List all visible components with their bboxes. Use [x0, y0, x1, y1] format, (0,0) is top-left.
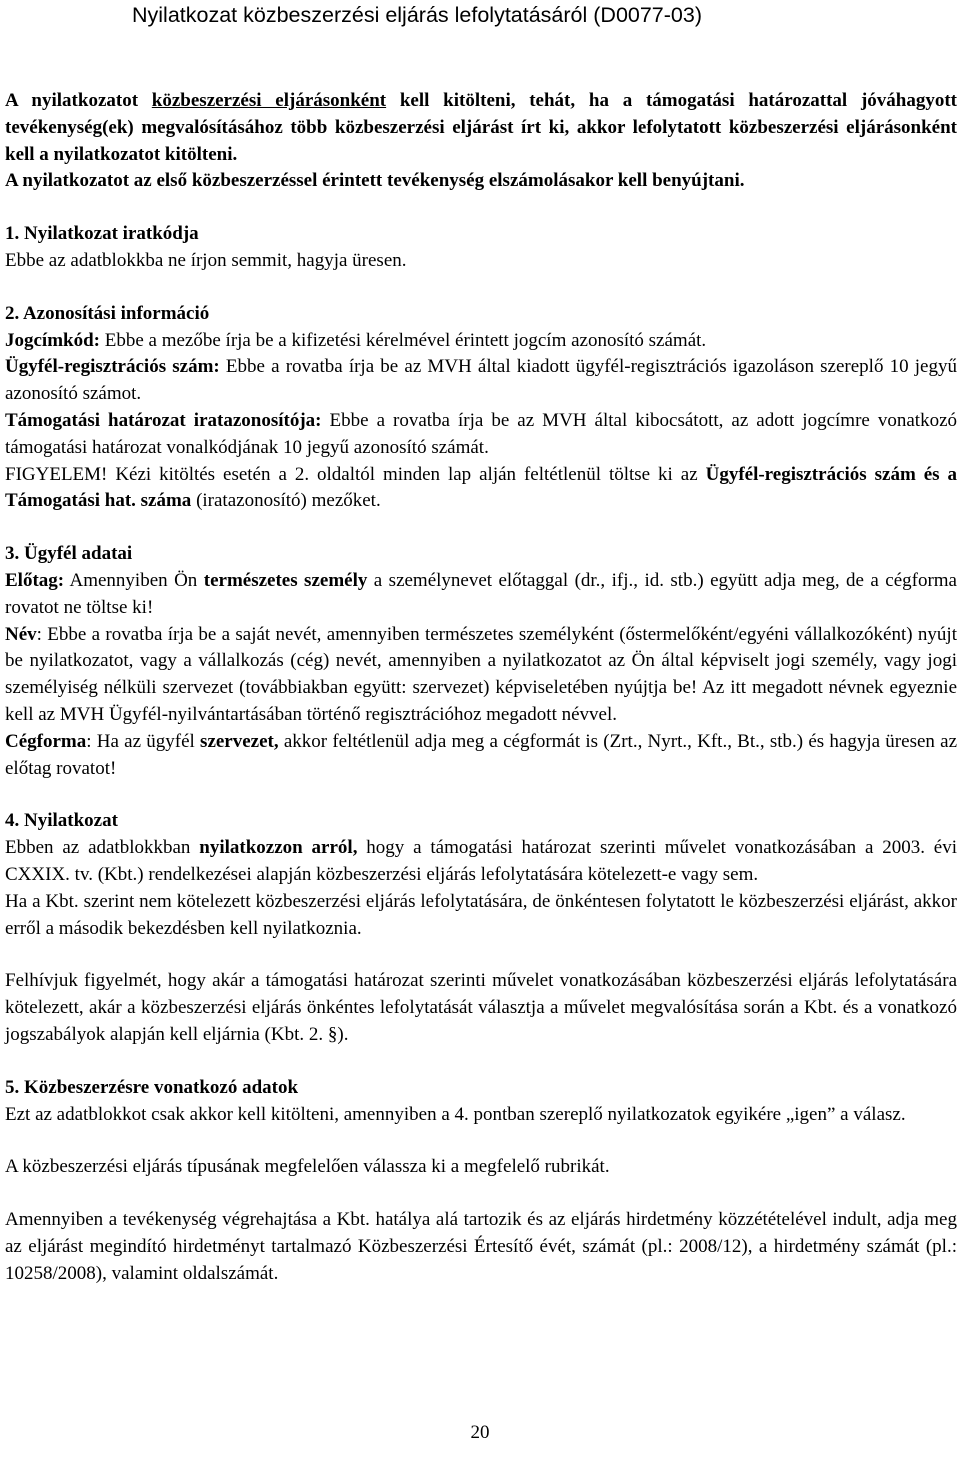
- intro-paragraph-2: A nyilatkozatot az első közbeszerzéssel érintett tevékenység elszámolásakor kell benyújtani.: [5, 170, 745, 192]
- intro-underlined-text: közbeszerzési eljárásonként: [151, 90, 387, 111]
- nev-text: : Ebbe a rovatba írja be a saját nevét, amennyiben természetes személyként (őstermelőként/egyéni vállalkozóként) nyújt be nyilatkozatot, vagy a vállalkozás (cég) nevét, amennyiben a nyilatkozatot az Ön által képviselt jogi személy, vagy jogi személyiség nélküli szervezet (továbbiakban együtt: szervezet) képviseletében nyújtja be! Az itt megadott névnek egyeznie kell az MVH Ügyfél-nyilvántartásában történő regisztrációhoz megadott névvel.: [5, 623, 957, 725]
- cegforma-bold-text: szervezet,: [200, 730, 279, 752]
- page-number: 20: [470, 1422, 490, 1443]
- section-1-text: Ebbe az adatblokkba ne írjon semmit, hagyja üresen.: [5, 249, 407, 271]
- tamogatasi-hatarozat-label: Támogatási határozat iratazonosítója:: [5, 409, 322, 431]
- jogcimkod-label: Jogcímkód:: [5, 329, 100, 351]
- section-1-heading: 1. Nyilatkozat iratkódja: [5, 223, 199, 245]
- section-4-heading: 4. Nyilatkozat: [5, 810, 118, 832]
- figyelem-paragraph: [5, 462, 957, 516]
- intro-text: A nyilatkozatot: [5, 90, 152, 111]
- nev-paragraph: [5, 622, 957, 729]
- tamogatasi-hatarozat-paragraph: [5, 408, 957, 462]
- section-4-bold-text: nyilatkozzon arról,: [199, 837, 358, 859]
- elotag-text-a: Amennyiben Ön: [64, 569, 204, 591]
- ugyfel-regszam-text: Ebbe a rovatba írja be az MVH által kiadott ügyfél-regisztrációs igazoláson szereplő 10 jegyű azonosító számot.: [5, 356, 957, 405]
- jogcimkod-paragraph: [5, 328, 957, 355]
- section-5-paragraph-1: Ezt az adatblokkot csak akkor kell kitölteni, amennyiben a 4. pontban szereplő nyilatkozatok egyikére „igen” a válasz.: [5, 1103, 906, 1125]
- section-5-paragraph-2: A közbeszerzési eljárás típusának megfelelően válassza ki a megfelelő rubrikát.: [5, 1156, 610, 1178]
- section-2-heading: 2. Azonosítási információ: [5, 302, 210, 324]
- figyelem-end-text: (iratazonosító) mezőket.: [191, 490, 381, 512]
- nev-label: Név: [5, 623, 37, 645]
- elotag-label: Előtag:: [5, 569, 65, 591]
- cegforma-text-a: : Ha az ügyfél: [86, 730, 201, 752]
- intro-text-rest: kell kitölteni, tehát, ha a támogatási határozattal jóváhagyott tevékenység(ek) megvalósításához több közbeszerzési eljárást írt ki, akkor lefolytatott közbeszerzési eljárásonként kell a nyilatkozatot kitölteni.: [5, 90, 958, 165]
- section-4-paragraph-3: Felhívjuk figyelmét, hogy akár a támogatási határozat szerinti művelet vonatkozásában közbeszerzési eljárás lefolytatására kötelezett, akár a közbeszerzési eljárás önkéntes lefolytatását választja a művelet megvalósítása során a Kbt. és a vonatkozó jogszabályok alapján kell eljárnia (Kbt. 2. §).: [5, 970, 957, 1045]
- cegforma-paragraph: [5, 729, 957, 783]
- ugyfel-regszam-paragraph: [5, 354, 957, 408]
- cegforma-label: Cégforma: [5, 730, 87, 752]
- figyelem-text: FIGYELEM! Kézi kitöltés esetén a 2. oldaltól minden lap alján feltétlenül töltse ki az: [5, 463, 706, 485]
- section-5-heading: 5. Közbeszerzésre vonatkozó adatok: [5, 1076, 299, 1098]
- tamogatasi-hatarozat-text: Ebbe a rovatba írja be az MVH által kibocsátott, az adott jogcímre vonatkozó támogatási határozat vonalkódjának 10 jegyű azonosító számát.: [5, 409, 957, 458]
- cegforma-text-c: akkor feltétlenül adja meg a cégformát is (Zrt., Nyrt., Kft., Bt., stb.) és hagyja üresen az előtag rovatot!: [5, 730, 958, 779]
- section-4-paragraph-2: Ha a Kbt. szerint nem kötelezett közbeszerzési eljárás lefolytatására, de önkéntesen folytatott le közbeszerzési eljárást, akkor erről a második bekezdésben kell nyilatkoznia.: [5, 890, 957, 939]
- section-4-text-a: Ebben az adatblokkban: [5, 837, 200, 859]
- section-3-heading: 3. Ügyfél adatai: [5, 543, 133, 565]
- document-title: Nyilatkozat közbeszerzési eljárás lefolytatásáról (D0077-03): [0, 0, 960, 30]
- elotag-bold-text: természetes személy: [203, 569, 368, 591]
- figyelem-bold-text: Ügyfél-regisztrációs szám és a Támogatási hat. száma: [5, 463, 957, 512]
- section-4-paragraph-1: [5, 835, 957, 889]
- intro-paragraph-1: [5, 88, 957, 168]
- document-body: [5, 88, 957, 1287]
- section-5-paragraph-3: Amennyiben a tevékenység végrehajtása a Kbt. hatálya alá tartozik és az eljárás hirdetmény közzétételével indult, adja meg az eljárást megindító hirdetményt tartalmazó Közbeszerzési Értesítő évét, számát (pl.: 2008/12), a hirdetmény számát (pl.: 10258/2008), valamint oldalszámát.: [5, 1209, 957, 1284]
- section-4-text-c: hogy a támogatási határozat szerinti művelet vonatkozásában a 2003. évi CXXIX. tv. (Kbt.) rendelkezései alapján közbeszerzési eljárás lefolytatására kötelezett-e vagy sem.: [5, 837, 957, 885]
- ugyfel-regszam-label: Ügyfél-regisztrációs szám:: [5, 356, 220, 378]
- jogcimkod-text: Ebbe a mezőbe írja be a kifizetési kérelmével érintett jogcím azonosító számát.: [100, 329, 707, 351]
- elotag-paragraph: [5, 568, 957, 622]
- elotag-text-c: a személynevet előtaggal (dr., ifj., id. stb.) együtt adja meg, de a cégforma rovatot ne töltse ki!: [5, 569, 957, 618]
